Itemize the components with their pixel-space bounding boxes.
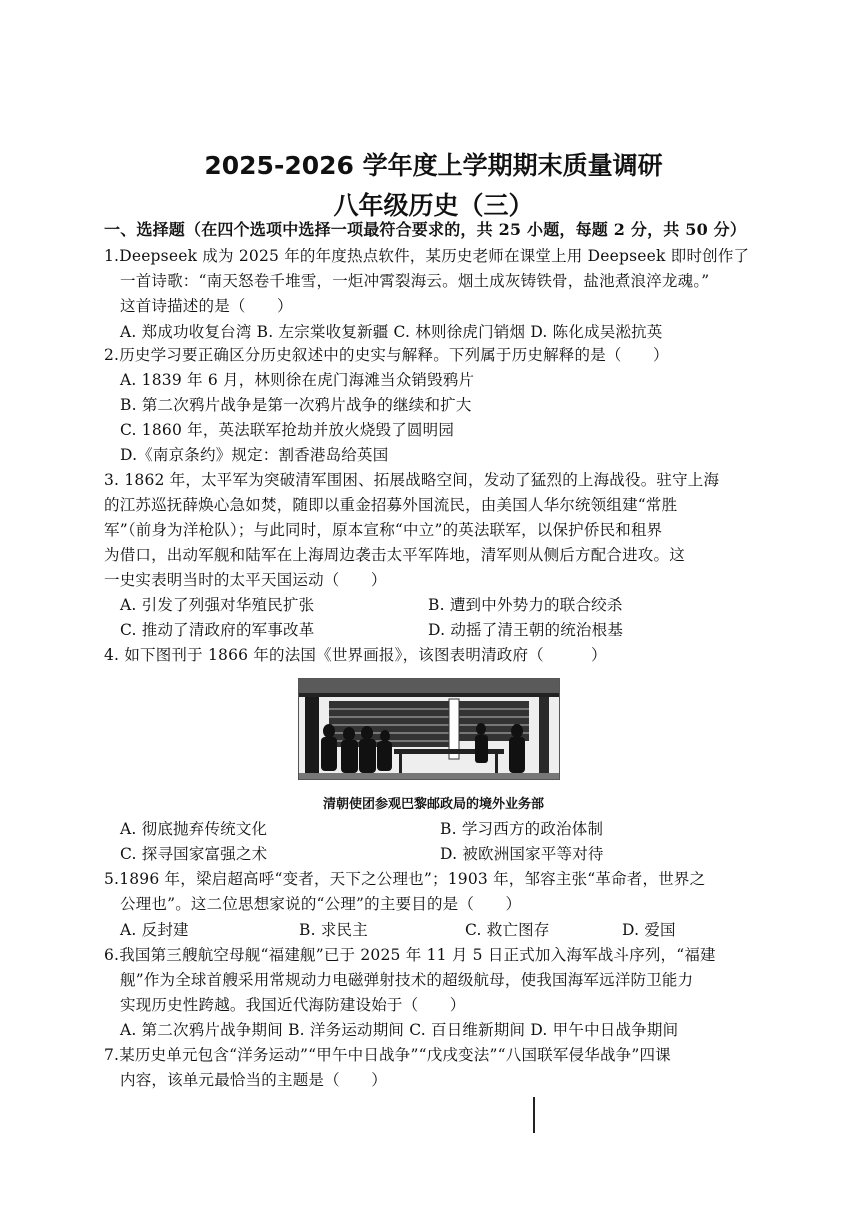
q3-option-c: C. 推动了清政府的军事改革: [120, 621, 315, 639]
q1-stem-line2: 一首诗歌：“南天怒卷千堆雪，一炬冲霄裂海云。烟土成灰铸铁骨，盐池煮浪淬龙魂。”: [120, 272, 710, 290]
q3-stem-line4: 为借口，出动军舰和陆军在上海周边袭击太平军阵地，清军则从侧后方配合进攻。这: [104, 546, 685, 564]
q2-option-a: A. 1839 年 6 月，林则徐在虎门海滩当众销毁鸦片: [120, 371, 475, 389]
q5-stem-line1: 5.1896 年，梁启超高呼“变者，天下之公理也”；1903 年，邹容主张“革命者，世界之: [104, 870, 706, 888]
q4-stem: 4. 如下图刊于 1866 年的法国《世界画报》，该图表明清政府（ ）: [104, 646, 607, 664]
q5-option-a: A. 反封建: [120, 921, 189, 939]
exam-subtitle: 八年级历史（三）: [333, 191, 534, 220]
pen-mark: [533, 1097, 535, 1133]
q6-options: A. 第二次鸦片战争期间 B. 洋务运动期间 C. 百日维新期间 D. 甲午中日战争期间: [120, 1021, 679, 1039]
q3-option-b: B. 遭到中外势力的联合绞杀: [428, 596, 623, 614]
q2-option-b: B. 第二次鸦片战争是第一次鸦片战争的继续和扩大: [120, 396, 472, 414]
q4-option-b: B. 学习西方的政治体制: [440, 820, 604, 838]
q2-option-d: D.《南京条约》规定：割香港岛给英国: [120, 446, 389, 464]
q3-stem-line1: 3. 1862 年，太平军为突破清军围困、拓展战略空间，发动了猛烈的上海战役。驻守上海: [104, 471, 720, 489]
q3-stem-line2: 的江苏巡抚薛焕心急如焚，随即以重金招募外国流民，由美国人华尔统领组建“常胜: [104, 496, 678, 514]
q4-option-c: C. 探寻国家富强之术: [120, 845, 268, 863]
q1-stem-line3: 这首诗描述的是（ ）: [120, 297, 293, 315]
q6-stem-line2: 舰”作为全球首艘采用常规动力电磁弹射技术的超级航母，使我国海军远洋防卫能力: [120, 971, 694, 989]
q4-option-a: A. 彻底抛弃传统文化: [120, 820, 268, 838]
q7-stem-line1: 7.某历史单元包含“洋务运动”“甲午中日战争”“戊戌变法”“八国联军侵华战争”四课: [104, 1046, 671, 1064]
q3-stem-line3: 军”（前身为洋枪队）；与此同时，原本宣称“中立”的英法联军，以保护侨民和租界: [104, 521, 663, 539]
exam-title: 2025-2026 学年度上学期期末质量调研: [204, 151, 663, 180]
q1-stem-line1: 1.Deepseek 成为 2025 年的年度热点软件，某历史老师在课堂上用 Deepseek 即时创作了: [104, 247, 750, 265]
q5-option-d: D. 爱国: [622, 921, 676, 939]
q3-option-d: D. 动摇了清王朝的统治根基: [428, 621, 624, 639]
q5-option-c: C. 救亡图存: [465, 921, 550, 939]
q6-stem-line3: 实现历史性跨越。我国近代海防建设始于（ ）: [120, 996, 466, 1014]
q4-option-d: D. 被欧洲国家平等对待: [440, 845, 604, 863]
q1-options: A. 郑成功收复台湾 B. 左宗棠收复新疆 C. 林则徐虎门销烟 D. 陈化成吴淞抗英: [120, 323, 663, 341]
engraving-image: [298, 678, 560, 780]
q7-stem-line2: 内容，该单元最恰当的主题是（ ）: [120, 1071, 387, 1089]
q5-stem-line2: 公理也”。这二位思想家说的“公理”的主要目的是（ ）: [120, 895, 522, 913]
q6-stem-line1: 6.我国第三艘航空母舰“福建舰”已于 2025 年 11 月 5 日正式加入海军战斗序列，“福建: [104, 946, 716, 964]
q3-option-a: A. 引发了列强对华殖民扩张: [120, 596, 315, 614]
q2-stem: 2.历史学习要正确区分历史叙述中的史实与解释。下列属于历史解释的是（ ）: [104, 346, 669, 364]
figure-caption: 清朝使团参观巴黎邮政局的境外业务部: [322, 797, 544, 812]
q3-stem-line5: 一史实表明当时的太平天国运动（ ）: [104, 571, 387, 589]
q5-option-b: B. 求民主: [299, 921, 368, 939]
q2-option-c: C. 1860 年，英法联军抢劫并放火烧毁了圆明园: [120, 421, 455, 439]
section-heading: 一、选择题（在四个选项中选择一项最符合要求的，共 25 小题，每题 2 分，共 50 分）: [104, 220, 747, 239]
